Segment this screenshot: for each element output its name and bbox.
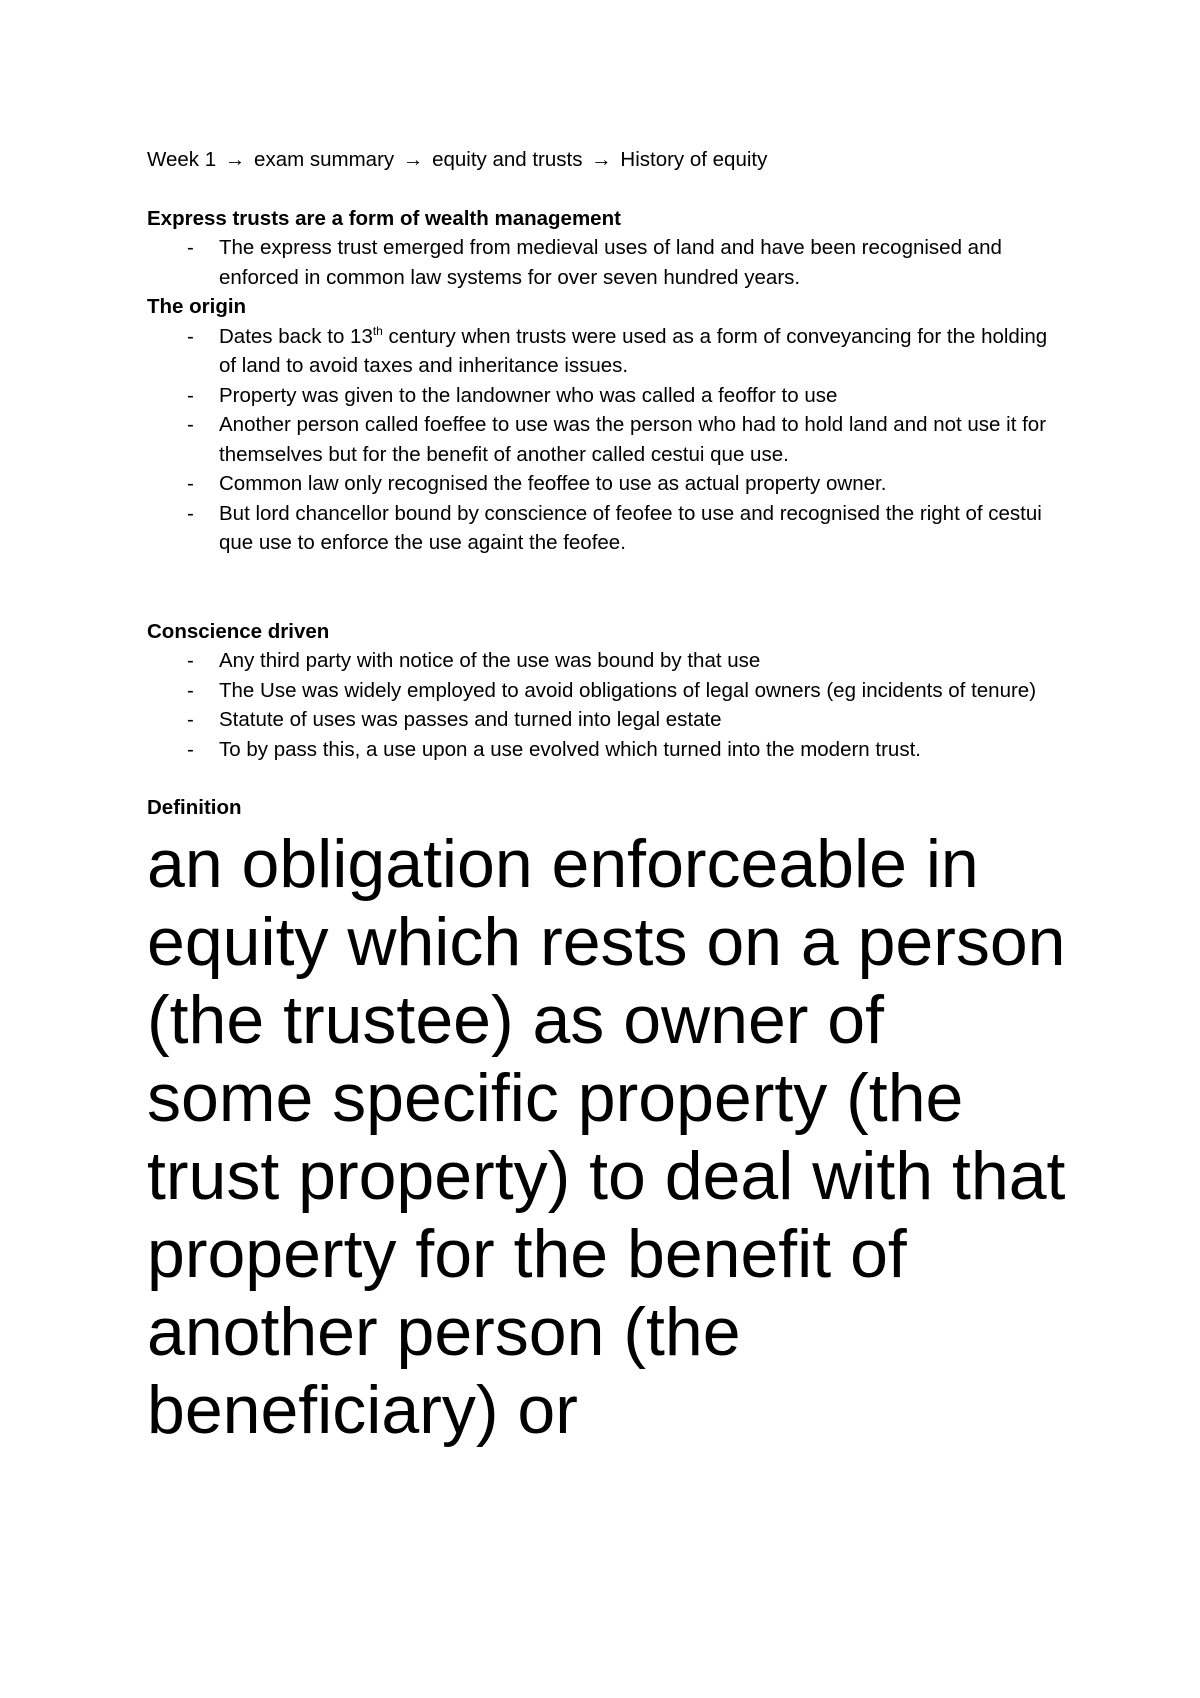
spacer — [147, 558, 1067, 617]
breadcrumb-part: Week 1 — [147, 148, 217, 171]
spacer — [147, 764, 1067, 793]
list-item-text: Dates back to 13 — [219, 324, 373, 348]
arrow-right-icon: → — [402, 148, 424, 171]
document-content — [147, 145, 1067, 1449]
conscience-list — [147, 646, 1067, 764]
list-item: - Statute of uses was passes and turned into legal estate — [147, 705, 1067, 735]
breadcrumb — [147, 145, 1067, 175]
list-item: - The Use was widely employed to avoid obligations of legal owners (eg incidents of tenure) — [147, 676, 1067, 706]
list-item: - Another person called foeffee to use was the person who had to hold land and not use it for themselves but for the benefit of another called cestui que use. — [147, 410, 1067, 469]
breadcrumb-part: equity and trusts — [432, 148, 583, 171]
section-heading-express-trusts: Express trusts are a form of wealth management — [147, 206, 621, 230]
list-item: - Common law only recognised the feoffee to use as actual property owner. — [147, 469, 1067, 499]
list-item: - But lord chancellor bound by conscience of feofee to use and recognised the right of cestui que use to enforce the use againt the feofee. — [147, 499, 1067, 558]
superscript: th — [372, 323, 383, 338]
list-item: - Any third party with notice of the use was bound by that use — [147, 646, 1067, 676]
section-heading-definition: Definition — [147, 796, 242, 819]
breadcrumb-part: History of equity — [620, 148, 768, 171]
section-heading-origin: The origin — [147, 295, 247, 318]
list-item: - The express trust emerged from medieval uses of land and have been recognised and enforced in common law systems for over seven hundred years. — [147, 233, 1067, 292]
section-heading-conscience: Conscience driven — [147, 619, 330, 643]
list-item — [147, 322, 1067, 381]
list-item: - Property was given to the landowner who was called a feoffor to use — [147, 381, 1067, 411]
express-trusts-list — [147, 233, 1067, 292]
list-item-text: century when trusts were used as a form of conveyancing for the holding of land to avoid taxes and inheritance issues. — [219, 324, 1048, 377]
list-item: - To by pass this, a use upon a use evolved which turned into the modern trust. — [147, 735, 1067, 765]
origin-list — [147, 322, 1067, 558]
arrow-right-icon: → — [591, 148, 612, 171]
breadcrumb-part: exam summary — [254, 148, 395, 171]
definition-text: an obligation enforceable in equity which rests on a person (the trustee) as owner of some specific property (the trust property) to deal with that property for the benefit of another person (the beneficiary) or — [147, 825, 1066, 1448]
arrow-right-icon: → — [224, 148, 246, 171]
